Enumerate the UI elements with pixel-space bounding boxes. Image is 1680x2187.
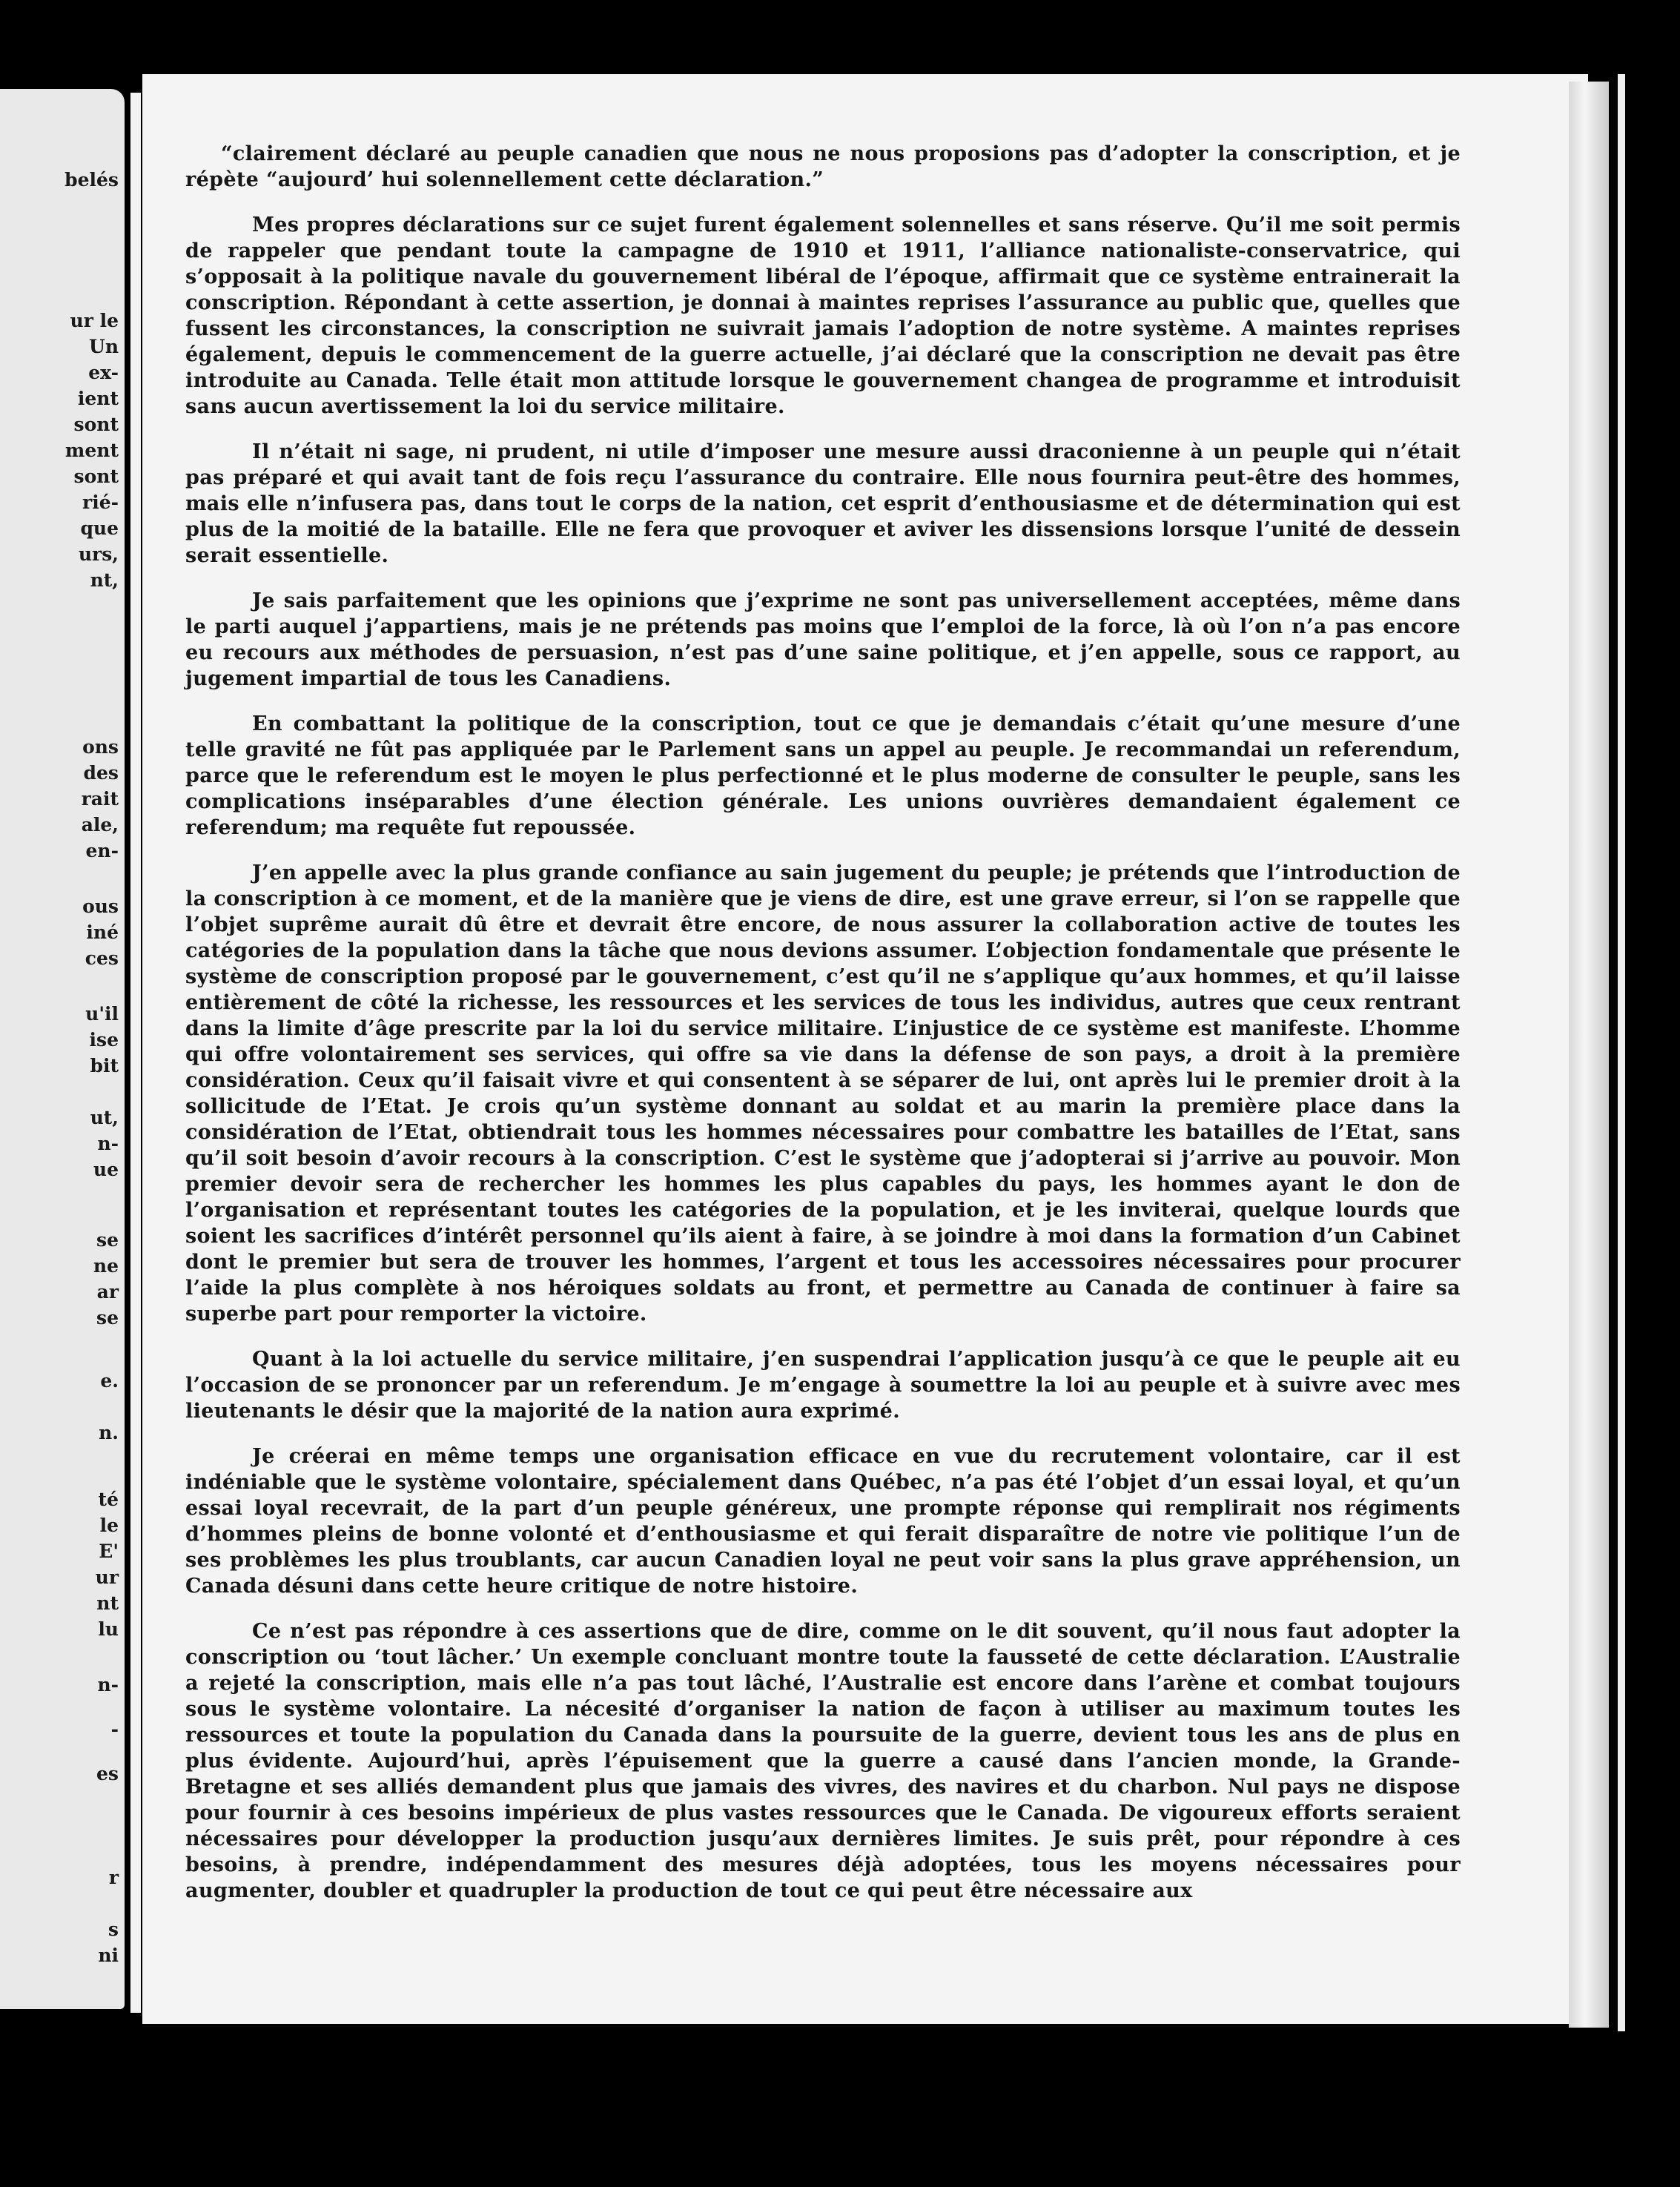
left-page-fragment: s bbox=[108, 1919, 119, 1940]
left-page-fragment: n- bbox=[97, 1133, 119, 1154]
left-page-fragment: se bbox=[96, 1229, 119, 1251]
left-page-fragment: ous bbox=[82, 896, 119, 917]
left-page-fragment: urs, bbox=[78, 543, 119, 565]
left-page-fragment: ons bbox=[82, 736, 119, 758]
left-page-fragment: en- bbox=[85, 840, 119, 861]
page-curl-shadow bbox=[1569, 82, 1609, 2028]
document-body bbox=[185, 141, 1461, 1923]
left-page-fragment: le bbox=[99, 1515, 119, 1536]
left-page-fragment: belés bbox=[65, 169, 119, 191]
paragraph: Je créerai en même temps une organisation efficace en vue du recrutement volontaire, car il est indéniable que le système volontaire, spécialement dans Québec, n’a pas été l’objet d’un essai loyal, et qu’un essai loyal recevrait, de la part d’un peuple généreux, une prompte réponse qui remplirait nos régiments d’hommes pleins de bonne volonté et d’enthousiasme et qui ferait disparaître de notre vie politique l’un de ses problèmes les plus troublants, car aucun Canadien loyal ne peut voir sans la plus grave appréhension, un Canada désuni dans cette heure critique de notre histoire. bbox=[185, 1445, 1461, 1598]
paragraph: En combattant la politique de la conscription, tout ce que je demandais c’était qu’une mesure d’une telle gravité ne fût pas appliquée par le Parlement sans un appel au peuple. Je recommandai un referendum, parce que le referendum est le moyen le plus perfectionné et le plus moderne de consulter le peuple, sans les complications inséparables d’une élection générale. Les unions ouvrières demandaient également ce referendum; ma requête fut repoussée. bbox=[185, 712, 1461, 839]
left-page-fragment: - bbox=[110, 1718, 119, 1740]
left-facing-page bbox=[0, 89, 125, 2009]
left-page-fragment: iné bbox=[86, 922, 119, 943]
left-page-fragment: n. bbox=[99, 1422, 119, 1443]
left-page-fragment: se bbox=[96, 1307, 119, 1329]
left-page-fragment: ise bbox=[89, 1029, 119, 1051]
left-page-fragment: que bbox=[80, 517, 119, 539]
left-page-fragment: ient bbox=[77, 388, 119, 409]
left-page-fragment: ces bbox=[85, 947, 119, 969]
book-gutter bbox=[130, 93, 141, 2013]
left-page-fragment: ni bbox=[98, 1945, 119, 1966]
left-page-fragment: ne bbox=[93, 1255, 119, 1277]
left-page-fragment: sont bbox=[73, 414, 119, 435]
left-page-fragment: des bbox=[83, 762, 119, 784]
left-page-fragment: rié- bbox=[82, 492, 119, 513]
left-page-fragment: r bbox=[108, 1867, 119, 1888]
left-page-text-fragments bbox=[0, 89, 125, 2009]
left-page-fragment: rait bbox=[81, 788, 119, 810]
paragraph: Quant à la loi actuelle du service militaire, j’en suspendrai l’application jusqu’à ce que le peuple ait eu l’occasion de se prononcer par un referendum. Je m’engage à soumettre la loi au peuple et à suivre avec mes lieutenants le désir que la majorité de la nation aura exprimé. bbox=[185, 1348, 1461, 1423]
left-page-fragment: bit bbox=[90, 1055, 119, 1076]
left-page-fragment: ex- bbox=[88, 362, 119, 383]
left-page-fragment: u'il bbox=[85, 1003, 119, 1025]
left-page-fragment: té bbox=[98, 1489, 119, 1510]
left-page-fragment: n- bbox=[97, 1674, 119, 1695]
left-page-fragment: ut, bbox=[90, 1107, 119, 1128]
paragraph: Il n’était ni sage, ni prudent, ni utile d’imposer une mesure aussi draconienne à un peuple qui n’était pas préparé et qui avait tant de fois reçu l’assurance du contraire. Elle nous fournira peut-être des hommes, mais elle n’infusera pas, dans tout le corps de la nation, cet esprit d’enthousiasme et de détermination qui est plus de la moitié de la bataille. Elle ne fera que provoquer et aviver les dissensions lorsque l’unité de dessein serait essentielle. bbox=[185, 440, 1461, 567]
left-page-fragment: ur bbox=[95, 1566, 119, 1588]
left-page-fragment: nt bbox=[96, 1592, 119, 1614]
page-edge bbox=[1618, 74, 1625, 2031]
paragraph: Ce n’est pas répondre à ces assertions que de dire, comme on le dit souvent, qu’il nous faut adopter la conscription ou ‘tout lâcher.’ Un exemple concluant montre toute la fausseté de cette déclaration. L’Australie a rejeté la conscription, mais elle n’a pas tout lâché, l’Australie est encore dans l’arène et combat toujours sous le système volontaire. La nécesité d’organiser la nation de façon à utiliser au maximum toutes les ressources et toute la population du Canada dans la poursuite de la guerre, devient tous les ans de plus en plus évidente. Aujourd’hui, après l’épuisement que la guerre a causé dans l’ancien monde, la Grande-Bretagne et ses alliés demandent plus que jamais des vivres, des navires et du charbon. Nul pays ne dispose pour fournir à ces besoins impérieux de plus vastes ressources que le Canada. De vigoureux efforts seraient nécessaires pour développer la production jusqu’aux dernières limites. Je suis prêt, pour répondre à ces besoins, à prendre, indépendamment des mesures déjà adoptées, tous les moyens nécessaires pour augmenter, doubler et quadrupler la production de tout ce qui peut être nécessaire aux bbox=[185, 1620, 1461, 1902]
left-page-fragment: ar bbox=[96, 1281, 119, 1303]
left-page-fragment: E' bbox=[99, 1541, 119, 1562]
paragraph: J’en appelle avec la plus grande confiance au sain jugement du peuple; je prétends que l’introduction de la conscription à ce moment, et de la manière que je viens de dire, est une grave erreur, si l’on se rappelle que l’objet suprême aurait dû être et devrait être encore, de nous assurer la collaboration active de toutes les catégories de la population dans la tâche que nous devions assumer. L’objection fondamentale que présente le système de conscription proposé par le gouvernement, c’est qu’il ne s’applique qu’aux hommes, et qu’il laisse entièrement de côté la richesse, les ressources et les services de tous les individus, autres que ceux rentrant dans la limite d’âge prescrite par la loi du service militaire. L’injustice de ce système est manifeste. L’homme qui offre volontairement ses services, qui offre sa vie dans la défense de son pays, a droit à la première considération. Ceux qu’il faisait vivre et qui consentent à se séparer de lui, ont après lui le premier droit à la sollicitude de l’Etat. Je crois qu’un système donnant au soldat et au marin la première place dans la considération de l’Etat, obtiendrait tous les hommes nécessaires pour combattre les batailles de l’Etat, sans qu’il soit besoin d’avoir recours à la conscription. C’est le système que j’adopterai si j’arrive au pouvoir. Mon premier devoir sera de rechercher les hommes les plus capables du pays, les hommes ayant le don de l’organisation et représentant toutes les catégories de la population, et je les inviterai, quelque lourds que soient les sacrifices d’intérêt personnel qu’ils aient à faire, à se joindre à moi dans la formation d’un Cabinet dont le premier but sera de trouver les hommes, l’argent et tous les accessoires nécessaires pour procurer l’aide la plus complète à nos héroiques soldats au front, et permettre au Canada de continuer à faire sa superbe part pour remporter la victoire. bbox=[185, 861, 1461, 1326]
left-page-fragment: Un bbox=[89, 336, 119, 357]
left-page-fragment: sont bbox=[73, 466, 119, 487]
left-page-fragment: lu bbox=[98, 1618, 119, 1640]
left-page-fragment: nt, bbox=[90, 569, 119, 591]
left-page-fragment: ue bbox=[93, 1159, 119, 1180]
left-page-fragment: es bbox=[96, 1763, 119, 1784]
paragraph: Mes propres déclarations sur ce sujet furent également solennelles et sans réserve. Qu’il me soit permis de rappeler que pendant toute la campagne de 1910 et 1911, l’alliance nationaliste-conservatrice, qui s’opposait à la politique navale du gouvernement libéral de l’époque, affirmait que ce système entrainerait la conscription. Répondant à cette assertion, je donnai à maintes reprises l’assurance au public que, quelles que fussent les circonstances, la conscription ne suivrait jamais l’adoption de notre système. A maintes reprises également, depuis le commencement de la guerre actuelle, j’ai déclaré que la conscription ne devait pas être introduite au Canada. Telle était mon attitude lorsque le gouvernement changea de programme et introduisit sans aucun avertissement la loi du service militaire. bbox=[185, 214, 1461, 418]
left-page-fragment: ale, bbox=[81, 814, 119, 836]
left-page-fragment: e. bbox=[100, 1370, 119, 1392]
left-page-fragment: ment bbox=[65, 440, 119, 461]
paragraph: Je sais parfaitement que les opinions que j’exprime ne sont pas universellement acceptées, même dans le parti auquel j’appartiens, mais je ne prétends pas moins que l’emploi de la force, là où l’on n’a pas encore eu recours aux méthodes de persuasion, n’est pas d’une saine politique, et j’en appelle, sous ce rapport, au jugement impartial de tous les Canadiens. bbox=[185, 589, 1461, 690]
left-page-fragment: ur le bbox=[70, 310, 119, 331]
paragraph-quote-continuation: “clairement déclaré au peuple canadien que nous ne nous proposions pas d’adopter la conscription, et je répète “aujourd’ hui solennellement cette déclaration.” bbox=[185, 142, 1461, 191]
